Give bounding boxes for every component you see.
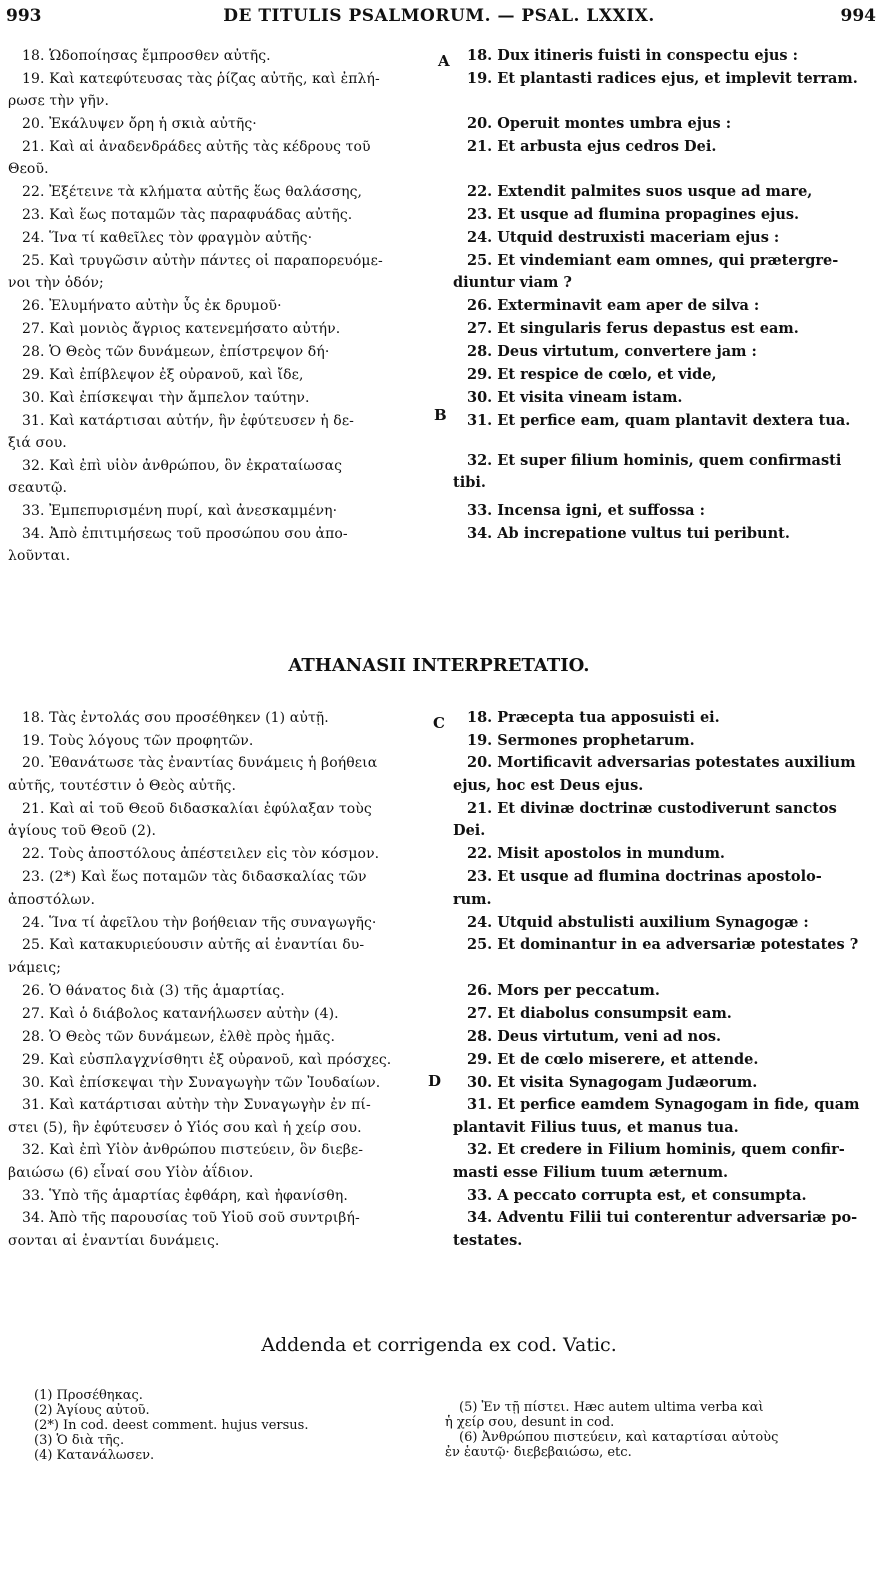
margin-marker-c: C <box>433 714 445 732</box>
latin-interpretation-line: 23. Et usque ad flumina doctrinas apostolo- <box>467 868 822 885</box>
greek-interpretation-line: 34. Ἀπὸ τῆς παρουσίας τοῦ Υἱοῦ σοῦ συντριβή- <box>22 1210 360 1226</box>
greek-verse-line: 33. Ἐμπεπυρισμένη πυρί, καὶ ἀνεσκαμμένη· <box>22 503 338 519</box>
latin-verse-line: 27. Et singularis ferus depastus est eam. <box>467 320 799 337</box>
greek-interpretation-line: 33. Ὑπὸ τῆς ἁμαρτίας ἐφθάρη, καὶ ἠφανίσθη. <box>22 1188 348 1204</box>
footnote-line: (5) Ἐν τῇ πίστει. Hæc autem ultima verba καὶ <box>459 1400 764 1415</box>
greek-verse-line: 20. Ἐκάλυψεν ὄρη ἡ σκιὰ αὐτῆς· <box>22 116 257 132</box>
greek-interpretation-line: 32. Καὶ ἐπὶ Υἱὸν ἀνθρώπου πιστεύειν, ὃν διεβε- <box>22 1142 364 1158</box>
latin-verse-line: 21. Et arbusta ejus cedros Dei. <box>467 138 717 155</box>
latin-verse-line: 28. Deus virtutum, convertere jam : <box>467 343 757 360</box>
latin-interpretation-line: 24. Utquid abstulisti auxilium Synagogæ : <box>467 914 809 931</box>
greek-verse-line: σεαυτῷ. <box>8 480 68 496</box>
greek-interpretation-line: 25. Καὶ κατακυριεύουσιν αὐτῆς αἱ ἐναντίαι δυ- <box>22 937 365 953</box>
footnote-line: ἐν ἑαυτῷ· διεβεβαιώσω, etc. <box>445 1445 632 1460</box>
margin-marker-b: B <box>434 406 447 424</box>
latin-interpretation-line: 28. Deus virtutum, veni ad nos. <box>467 1028 722 1045</box>
latin-interpretation-line: 33. A peccato corrupta est, et consumpta. <box>467 1187 807 1204</box>
greek-verse-line: 22. Ἐξέτεινε τὰ κλήματα αὐτῆς ἕως θαλάσσης, <box>22 184 363 200</box>
page-number-right: 994 <box>840 6 876 26</box>
latin-interpretation-line: 29. Et de cœlo miserere, et attende. <box>467 1051 759 1068</box>
latin-verse-line: 19. Et plantasti radices ejus, et implevit terram. <box>467 70 858 87</box>
latin-interpretation-line: ejus, hoc est Deus ejus. <box>453 777 644 794</box>
latin-interpretation-line: masti esse Filium tuum æternum. <box>453 1164 729 1181</box>
latin-verse-line: 26. Exterminavit eam aper de silva : <box>467 297 760 314</box>
greek-interpretation-line: 22. Τοὺς ἀποστόλους ἀπέστειλεν εἰς τὸν κόσμον. <box>22 846 380 862</box>
latin-interpretation-line: Dei. <box>453 822 486 839</box>
footnote-line: ἡ χείρ σου, desunt in cod. <box>445 1415 615 1430</box>
greek-interpretation-line: βαιώσω (6) εἶναί σου Υἱὸν ἀΐδιον. <box>8 1165 254 1181</box>
latin-verse-line: 34. Ab increpatione vultus tui peribunt. <box>467 525 790 542</box>
greek-interpretation-line: ἁγίους τοῦ Θεοῦ (2). <box>8 823 157 839</box>
greek-verse-line: ρωσε τὴν γῆν. <box>8 93 110 109</box>
greek-interpretation-line: νάμεις; <box>8 960 62 976</box>
greek-verse-line: 27. Καὶ μονιὸς ἄγριος κατενεμήσατο αὐτήν. <box>22 321 341 337</box>
greek-verse-line: νοι τὴν ὁδόν; <box>8 275 104 291</box>
latin-interpretation-line: 26. Mors per peccatum. <box>467 982 660 999</box>
footnote-line: (2*) In cod. deest comment. hujus versus. <box>34 1418 309 1433</box>
latin-interpretation-line: plantavit Filius tuus, et manus tua. <box>453 1119 739 1136</box>
greek-verse-line: Θεοῦ. <box>8 161 49 177</box>
margin-marker-a: A <box>438 52 450 70</box>
greek-interpretation-line: 21. Καὶ αἱ τοῦ Θεοῦ διδασκαλίαι ἐφύλαξαν τοὺς <box>22 801 372 817</box>
greek-verse-line: 21. Καὶ αἱ ἀναδενδράδες αὐτῆς τὰς κέδρους τοῦ <box>22 139 371 155</box>
greek-interpretation-line: 19. Τοὺς λόγους τῶν προφητῶν. <box>22 733 254 749</box>
latin-verse-line: 22. Extendit palmites suos usque ad mare, <box>467 183 813 200</box>
latin-verse-line: 24. Utquid destruxisti maceriam ejus : <box>467 229 780 246</box>
greek-interpretation-line: αὐτῆς, τουτέστιν ὁ Θεὸς αὐτῆς. <box>8 778 236 794</box>
greek-interpretation-line: 18. Τὰς ἐντολάς σου προσέθηκεν (1) αὐτῇ. <box>22 710 329 726</box>
margin-marker-d: D <box>428 1072 442 1090</box>
latin-verse-line: 30. Et visita vineam istam. <box>467 389 683 406</box>
greek-verse-line: λοῦνται. <box>8 548 71 564</box>
page-number-left: 993 <box>6 6 42 26</box>
greek-verse-line: 29. Καὶ ἐπίβλεψον ἐξ οὐρανοῦ, καὶ ἴδε, <box>22 367 304 383</box>
latin-verse-line: 29. Et respice de cœlo, et vide, <box>467 366 717 383</box>
latin-verse-line: 32. Et super filium hominis, quem confirmasti <box>467 452 842 469</box>
greek-verse-line: 18. Ὡδοποίησας ἔμπροσθεν αὐτῆς. <box>22 48 271 64</box>
latin-verse-line: 18. Dux itineris fuisti in conspectu ejus : <box>467 47 798 64</box>
latin-interpretation-line: 25. Et dominantur in ea adversariæ potestates ? <box>467 936 859 953</box>
latin-interpretation-line: rum. <box>453 891 492 908</box>
footnote-line: (3) Ὁ διὰ τῆς. <box>34 1433 125 1448</box>
footnote-line: (4) Κατανάλωσεν. <box>34 1448 155 1463</box>
greek-verse-line: 23. Καὶ ἕως ποταμῶν τὰς παραφυάδας αὐτῆς. <box>22 207 353 223</box>
greek-interpretation-line: 31. Καὶ κατάρτισαι αὐτὴν τὴν Συναγωγὴν ἐν πί- <box>22 1097 371 1113</box>
greek-interpretation-line: ἀποστόλων. <box>8 892 96 908</box>
greek-interpretation-line: 26. Ὁ θάνατος διὰ (3) τῆς ἁμαρτίας. <box>22 983 285 999</box>
greek-interpretation-line: 20. Ἐθανάτωσε τὰς ἐναντίας δυνάμεις ἡ βοήθεια <box>22 755 378 771</box>
latin-interpretation-line: 20. Mortificavit adversarias potestates auxilium <box>467 754 856 771</box>
greek-verse-line: 24. Ἵνα τί καθεῖλες τὸν φραγμὸν αὐτῆς· <box>22 230 313 246</box>
latin-interpretation-line: 22. Misit apostolos in mundum. <box>467 845 725 862</box>
latin-verse-line: 25. Et vindemiant eam omnes, qui prætergre- <box>467 252 839 269</box>
running-header <box>0 6 878 34</box>
latin-verse-line: 20. Operuit montes umbra ejus : <box>467 115 732 132</box>
greek-verse-line: 28. Ὁ Θεὸς τῶν δυνάμεων, ἐπίστρεψον δή· <box>22 344 330 360</box>
latin-interpretation-line: 27. Et diabolus consumpsit eam. <box>467 1005 732 1022</box>
section-title-addenda: Addenda et corrigenda ex cod. Vatic. <box>261 1334 617 1356</box>
latin-interpretation-line: testates. <box>453 1232 523 1249</box>
greek-verse-line: ξιά σου. <box>8 435 67 451</box>
greek-verse-line: 32. Καὶ ἐπὶ υἱὸν ἀνθρώπου, ὃν ἐκραταίωσας <box>22 458 343 474</box>
latin-verse-line: 23. Et usque ad flumina propagines ejus. <box>467 206 800 223</box>
greek-interpretation-line: 28. Ὁ Θεὸς τῶν δυνάμεων, ἐλθὲ πρὸς ἡμᾶς. <box>22 1029 336 1045</box>
greek-interpretation-line: στει (5), ἣν ἐφύτευσεν ὁ Υἱός σου καὶ ἡ χείρ σου. <box>8 1120 362 1136</box>
latin-interpretation-line: 21. Et divinæ doctrinæ custodiverunt sanctos <box>467 800 837 817</box>
latin-interpretation-line: 32. Et credere in Filium hominis, quem confir- <box>467 1141 845 1158</box>
running-title: DE TITULIS PSALMORUM. — PSAL. LXXIX. <box>223 6 655 26</box>
greek-verse-line: 25. Καὶ τρυγῶσιν αὐτὴν πάντες οἱ παραπορευόμε- <box>22 253 383 269</box>
latin-interpretation-line: 31. Et perfice eamdem Synagogam in fide, quam <box>467 1096 860 1113</box>
greek-interpretation-line: 23. (2*) Καὶ ἕως ποταμῶν τὰς διδασκαλίας τῶν <box>22 869 367 885</box>
greek-interpretation-line: σονται αἱ ἐναντίαι δυνάμεις. <box>8 1233 220 1249</box>
latin-verse-line: 33. Incensa igni, et suffossa : <box>467 502 705 519</box>
greek-interpretation-line: 24. Ἵνα τί ἀφεῖλου τὴν βοήθειαν τῆς συναγωγῆς· <box>22 915 377 931</box>
latin-verse-line: tibi. <box>453 474 486 491</box>
footnote-line: (2) Ἁγίους αὐτοῦ. <box>34 1403 150 1418</box>
section-title-athanasii: ATHANASII INTERPRETATIO. <box>288 655 590 676</box>
greek-interpretation-line: 27. Καὶ ὁ διάβολος κατανήλωσεν αὐτὴν (4). <box>22 1006 339 1022</box>
greek-verse-line: 26. Ἐλυμήνατο αὐτὴν ὗς ἐκ δρυμοῦ· <box>22 298 282 314</box>
footnote-line: (1) Προσέθηκας. <box>34 1388 143 1403</box>
greek-interpretation-line: 30. Καὶ ἐπίσκεψαι τὴν Συναγωγὴν τῶν Ἰουδαίων. <box>22 1075 381 1091</box>
greek-verse-line: 31. Καὶ κατάρτισαι αὐτήν, ἣν ἐφύτευσεν ἡ δε- <box>22 413 354 429</box>
greek-verse-line: 34. Ἀπὸ ἐπιτιμήσεως τοῦ προσώπου σου ἀπο- <box>22 526 348 542</box>
latin-verse-line: 31. Et perfice eam, quam plantavit dextera tua. <box>467 412 851 429</box>
latin-interpretation-line: 18. Præcepta tua apposuisti ei. <box>467 709 720 726</box>
latin-verse-line: diuntur viam ? <box>453 274 572 291</box>
greek-interpretation-line: 29. Καὶ εὐσπλαγχνίσθητι ἐξ οὐρανοῦ, καὶ πρόσχες. <box>22 1052 392 1068</box>
latin-interpretation-line: 19. Sermones prophetarum. <box>467 732 695 749</box>
latin-interpretation-line: 34. Adventu Filii tui conterentur adversariæ po- <box>467 1209 858 1226</box>
footnote-line: (6) Ἀνθρώπου πιστεύειν, καὶ καταρτίσαι αὐτοὺς <box>459 1430 779 1445</box>
greek-verse-line: 30. Καὶ ἐπίσκεψαι τὴν ἄμπελον ταύτην. <box>22 390 310 406</box>
latin-interpretation-line: 30. Et visita Synagogam Judæorum. <box>467 1074 758 1091</box>
greek-verse-line: 19. Καὶ κατεφύτευσας τὰς ῥίζας αὐτῆς, καὶ ἐπλή- <box>22 71 380 87</box>
